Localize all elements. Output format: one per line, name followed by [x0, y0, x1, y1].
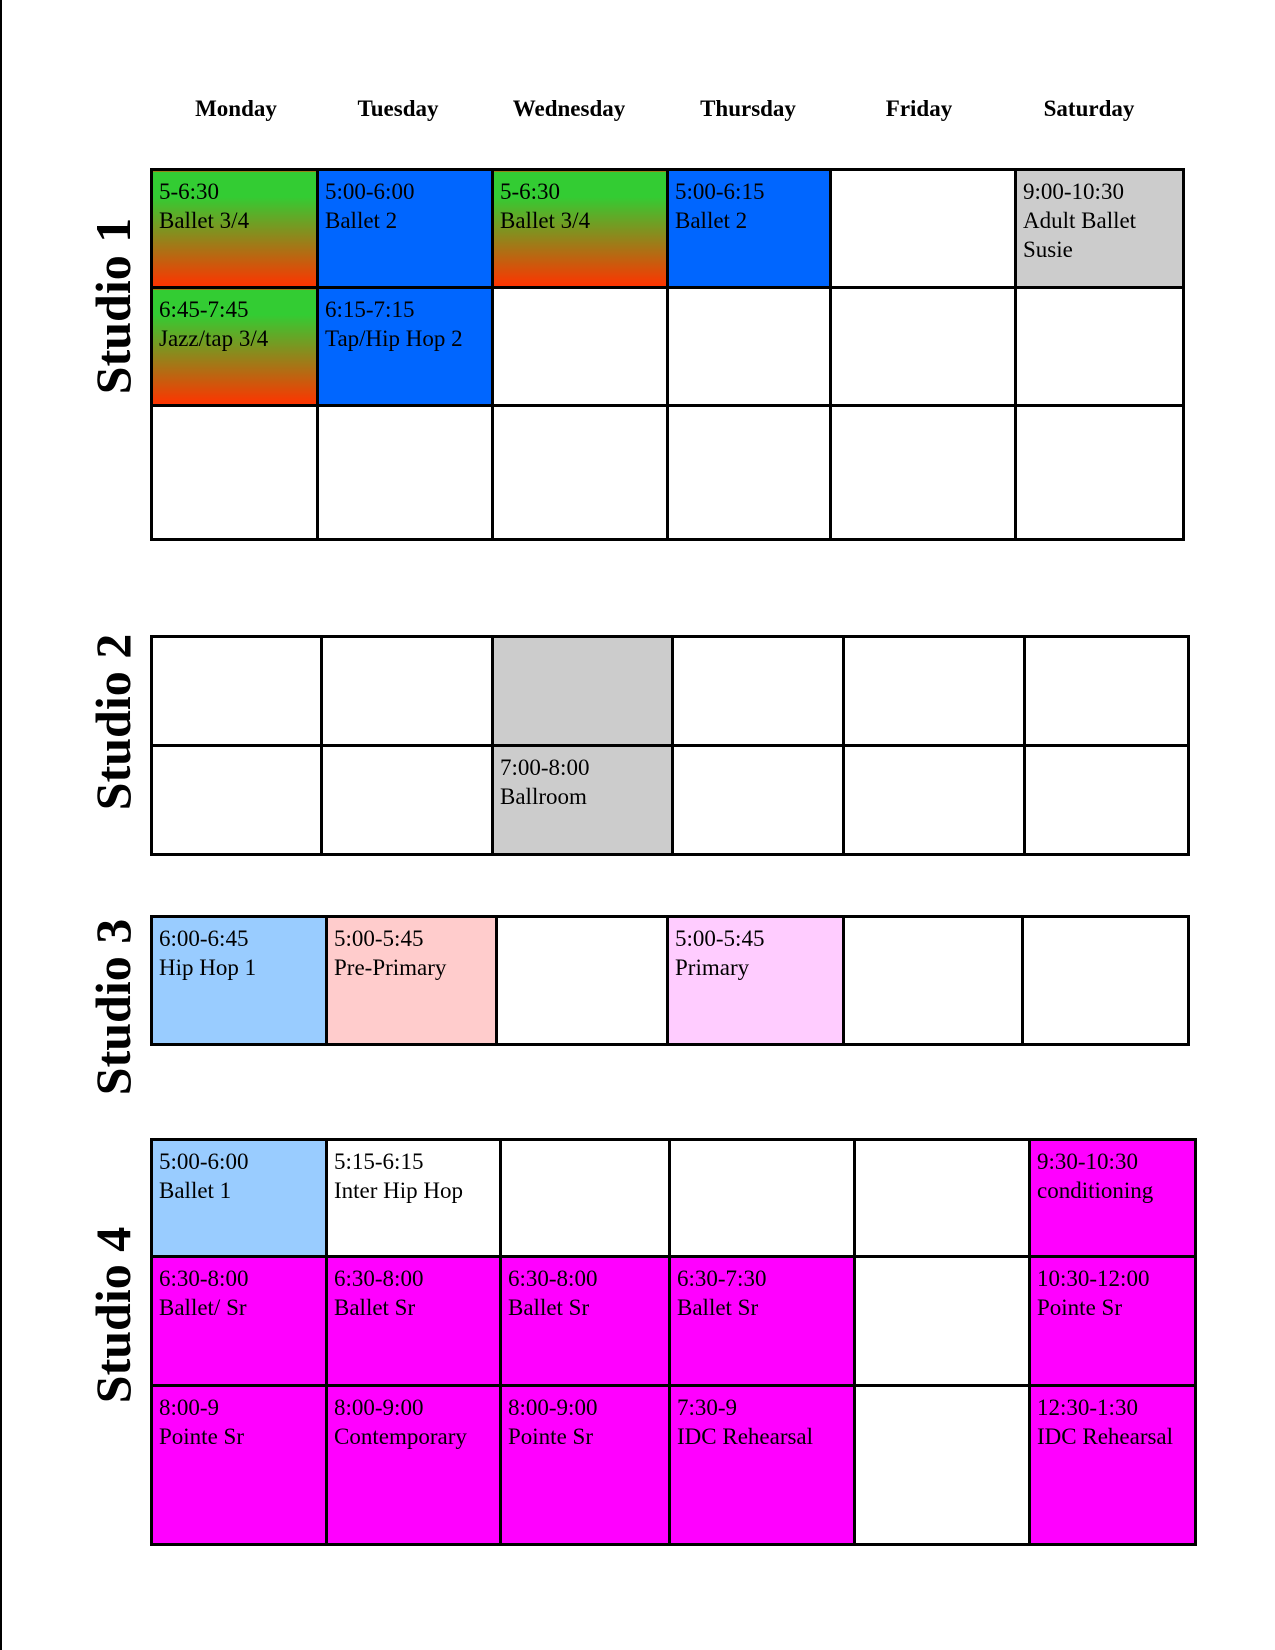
schedule-cell-tuesday: [318, 288, 493, 406]
class-name: Pre-Primary: [334, 955, 447, 980]
schedule-cell-tuesday: [322, 746, 493, 855]
schedule-cell-thursday: [668, 170, 831, 288]
day-header-row: [0, 0, 1275, 150]
schedule-cell-saturday: [1016, 406, 1184, 540]
class-name: Pointe Sr: [508, 1424, 593, 1449]
schedule-cell-tuesday: [327, 917, 497, 1045]
schedule-row: [152, 637, 1189, 746]
schedule-cell-tuesday: [327, 1257, 501, 1386]
schedule-cell-friday: [855, 1257, 1030, 1386]
class-time: 5-6:30: [159, 179, 220, 204]
schedule-cell-monday: [152, 1386, 327, 1545]
schedule-cell-monday: [152, 170, 318, 288]
class-time: 5:00-6:00: [325, 179, 415, 204]
studio-1-schedule-grid: [150, 168, 1185, 541]
class-time: 5-6:30: [500, 179, 561, 204]
schedule-cell-thursday: [673, 637, 844, 746]
schedule-row: [152, 746, 1189, 855]
schedule-cell-saturday: [1023, 917, 1189, 1045]
class-time: 6:30-7:30: [677, 1266, 767, 1291]
class-time: 7:30-9: [677, 1395, 738, 1420]
page-left-border: [0, 0, 2, 1650]
schedule-cell-monday: [152, 637, 322, 746]
schedule-cell-wednesday: [493, 170, 668, 288]
schedule-cell-wednesday: [497, 917, 668, 1045]
class-time: 6:00-6:45: [159, 926, 249, 951]
class-name: Pointe Sr: [159, 1424, 244, 1449]
class-time: 5:15-6:15: [334, 1149, 424, 1174]
schedule-cell-tuesday: [318, 170, 493, 288]
schedule-cell-saturday: [1030, 1386, 1196, 1545]
class-name: Ballet 2: [325, 208, 398, 233]
schedule-cell-tuesday: [318, 406, 493, 540]
schedule-cell-thursday: [668, 917, 844, 1045]
class-time: 8:00-9:00: [508, 1395, 598, 1420]
schedule-cell-monday: [152, 917, 327, 1045]
class-time: 8:00-9:00: [334, 1395, 424, 1420]
schedule-row: [152, 917, 1189, 1045]
class-name: Ballroom: [500, 784, 587, 809]
class-name: Jazz/tap 3/4: [159, 326, 269, 351]
schedule-cell-friday: [855, 1140, 1030, 1257]
class-time: 5:00-6:15: [675, 179, 765, 204]
schedule-cell-saturday: [1030, 1140, 1196, 1257]
schedule-row: [152, 170, 1184, 288]
schedule-cell-monday: [152, 288, 318, 406]
studio-3-label: Studio 3: [85, 918, 141, 1096]
class-time: 9:30-10:30: [1037, 1149, 1138, 1174]
schedule-cell-wednesday: [501, 1257, 670, 1386]
schedule-cell-friday: [855, 1386, 1030, 1545]
schedule-cell-thursday: [670, 1386, 855, 1545]
schedule-cell-wednesday: [501, 1140, 670, 1257]
class-name: Contemporary: [334, 1424, 467, 1449]
class-time: 12:30-1:30: [1037, 1395, 1138, 1420]
class-name: Adult Ballet: [1023, 208, 1137, 233]
class-name: Ballet/ Sr: [159, 1295, 247, 1320]
class-name: Ballet 3/4: [500, 208, 591, 233]
schedule-cell-thursday: [668, 288, 831, 406]
day-header-thursday: Thursday: [700, 96, 796, 121]
schedule-cell-friday: [844, 746, 1025, 855]
class-time: 10:30-12:00: [1037, 1266, 1150, 1291]
studio-4-schedule-grid: [150, 1138, 1197, 1546]
schedule-cell-friday: [844, 917, 1023, 1045]
schedule-cell-wednesday: [501, 1386, 670, 1545]
class-name: conditioning: [1037, 1178, 1154, 1203]
class-time: 5:00-5:45: [675, 926, 765, 951]
class-time: 8:00-9: [159, 1395, 220, 1420]
schedule-cell-tuesday: [327, 1140, 501, 1257]
studio-4-label: Studio 4: [85, 1226, 141, 1404]
class-name: Hip Hop 1: [159, 955, 257, 980]
class-instructor: Susie: [1023, 237, 1073, 262]
schedule-cell-tuesday: [322, 637, 493, 746]
studio-1-label: Studio 1: [85, 217, 141, 395]
schedule-cell-saturday: [1016, 288, 1184, 406]
schedule-cell-wednesday: [493, 637, 673, 746]
schedule-row: [152, 288, 1184, 406]
class-name: Ballet 3/4: [159, 208, 250, 233]
schedule-cell-monday: [152, 1140, 327, 1257]
schedule-cell-friday: [844, 637, 1025, 746]
schedule-cell-wednesday: [493, 746, 673, 855]
schedule-cell-tuesday: [327, 1386, 501, 1545]
day-header-tuesday: Tuesday: [357, 96, 439, 121]
class-time: 7:00-8:00: [500, 755, 590, 780]
day-header-wednesday: Wednesday: [512, 96, 626, 121]
class-time: 6:15-7:15: [325, 297, 415, 322]
class-name: Primary: [675, 955, 750, 980]
schedule-cell-saturday: [1025, 746, 1189, 855]
schedule-cell-wednesday: [493, 406, 668, 540]
class-name: Tap/Hip Hop 2: [325, 326, 463, 351]
class-time: 9:00-10:30: [1023, 179, 1124, 204]
schedule-row: [152, 1257, 1196, 1386]
class-time: 6:45-7:45: [159, 297, 249, 322]
schedule-cell-saturday: [1030, 1257, 1196, 1386]
day-header-saturday: Saturday: [1043, 96, 1135, 121]
schedule-cell-monday: [152, 1257, 327, 1386]
class-name: Ballet Sr: [677, 1295, 759, 1320]
day-header-monday: Monday: [195, 96, 277, 121]
schedule-cell-wednesday: [493, 288, 668, 406]
schedule-row: [152, 1140, 1196, 1257]
class-name: Ballet Sr: [334, 1295, 416, 1320]
schedule-cell-thursday: [670, 1257, 855, 1386]
schedule-cell-saturday: [1025, 637, 1189, 746]
schedule-cell-monday: [152, 406, 318, 540]
day-header-friday: Friday: [885, 96, 953, 121]
class-name: IDC Rehearsal: [677, 1424, 814, 1449]
class-name: Ballet 1: [159, 1178, 232, 1203]
schedule-cell-friday: [831, 288, 1016, 406]
schedule-cell-thursday: [670, 1140, 855, 1257]
studio-2-label: Studio 2: [85, 633, 141, 811]
class-name: Ballet 2: [675, 208, 748, 233]
schedule-cell-saturday: [1016, 170, 1184, 288]
class-name: Inter Hip Hop: [334, 1178, 464, 1203]
class-time: 6:30-8:00: [334, 1266, 424, 1291]
class-name: IDC Rehearsal: [1037, 1424, 1174, 1449]
schedule-cell-thursday: [673, 746, 844, 855]
schedule-cell-monday: [152, 746, 322, 855]
schedule-cell-friday: [831, 406, 1016, 540]
studio-3-schedule-grid: [150, 915, 1190, 1046]
class-time: 5:00-5:45: [334, 926, 424, 951]
schedule-cell-thursday: [668, 406, 831, 540]
schedule-row: [152, 1386, 1196, 1545]
class-time: 5:00-6:00: [159, 1149, 249, 1174]
class-name: Pointe Sr: [1037, 1295, 1122, 1320]
studio-2-schedule-grid: [150, 635, 1190, 856]
class-time: 6:30-8:00: [508, 1266, 598, 1291]
schedule-row: [152, 406, 1184, 540]
class-name: Ballet Sr: [508, 1295, 590, 1320]
class-time: 6:30-8:00: [159, 1266, 249, 1291]
schedule-cell-friday: [831, 170, 1016, 288]
